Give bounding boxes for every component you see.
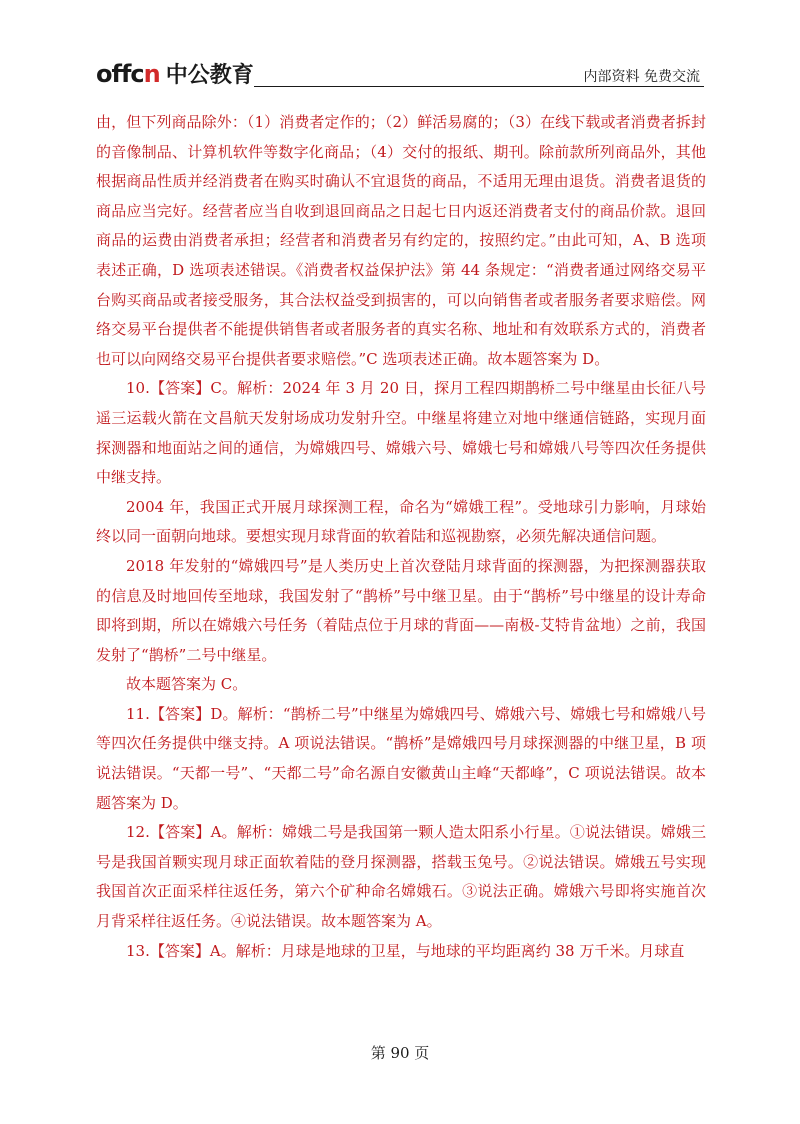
header-divider [254,86,704,87]
paragraph-queqiao: 2018 年发射的“嫦娥四号”是人类历史上首次登陆月球背面的探测器，为把探测器获取的信息及时地回传至地球，我国发射了“鹊桥”号中继卫星。由于“鹊桥”号中继星的设计寿命即将到期，所以在嫦娥六号任务（着陆点位于月球的背面——南极-艾特肯盆地）之前，我国发射了“鹊桥”二号中继星。 [96,556,706,664]
logo-text-cn: 中公教育 [165,63,254,88]
paragraph-answer-10: 10.【答案】C。解析：2024 年 3 月 20 日，探月工程四期鹊桥二号中继星由长征八号遥三运载火箭在文昌航天发射场成功发射升空。中继星将建立对地中继通信链路，实现月面探测器和地面站之间的通信，为嫦娥四号、嫦娥六号、嫦娥七号和嫦娥八号等四次任务提供中继支持。 [96,379,706,487]
paragraph-answer-11: 11.【答案】D。解析：“鹊桥二号”中继星为嫦娥四号、嫦娥六号、嫦娥七号和嫦娥八号等四次任务提供中继支持。A 项说法错误。“鹊桥”是嫦娥四号月球探测器的中继卫星，B 项说法错误。“天都一号”、“天都二号”命名源自安徽黄山主峰“天都峰”，C 项说法错误。故本题答案为 D。 [96,704,706,812]
paragraph-answer-12: 12.【答案】A。解析：嫦娥二号是我国第一颗人造太阳系小行星。①说法错误。嫦娥三号是我国首颗实现月球正面软着陆的登月探测器，搭载玉兔号。②说法错误。嫦娥五号实现我国首次正面采样往返任务，第六个矿种命名嫦娥石。③说法正确。嫦娥六号即将实施首次月背采样往返任务。④说法错误。故本题答案为 A。 [96,823,706,931]
paragraph-chang-e-project: 2004 年，我国正式开展月球探测工程，命名为“嫦娥工程”。受地球引力影响，月球始终以同一面朝向地球。要想实现月球背面的软着陆和巡视勘察，必须先解决通信问题。 [96,497,706,546]
paragraph-answer-13: 13.【答案】A。解析：月球是地球的卫星，与地球的平均距离约 38 万千米。月球直 [126,941,685,960]
page-header [96,58,704,88]
logo-text-en: offcn [96,60,160,88]
paragraph-continuation: 由，但下列商品除外：（1）消费者定作的；（2）鲜活易腐的；（3）在线下载或者消费者拆封的音像制品、计算机软件等数字化商品；（4）交付的报纸、期刊。除前款所列商品外，其他根据商品性质并经消费者在购买时确认不宜退货的商品，不适用无理由退货。消费者退货的商品应当完好。经营者应当自收到退回商品之日起七日内返还消费者支付的商品价款。退回商品的运费由消费者承担；经营者和消费者另有约定的，按照约定。”由此可知，A、B 选项表述正确，D 选项表述错误。《消费者权益保护法》第 44 条规定：“消费者通过网络交易平台购买商品或者接受服务，其合法权益受到损害的，可以向销售者或者服务者要求赔偿。网络交易平台提供者不能提供销售者或者服务者的真实名称、地址和有效联系方式的，消费者也可以向网络交易平台提供者要求赔偿。”C 选项表述正确。故本题答案为 D。 [96,113,706,368]
offcn-logo [96,58,254,89]
header-note: 内部资料 免费交流 [583,69,700,85]
paragraph-answer-10-conclusion: 故本题答案为 C。 [126,675,248,694]
document-body [96,108,706,966]
page-number: 第 90 页 [370,1044,430,1062]
